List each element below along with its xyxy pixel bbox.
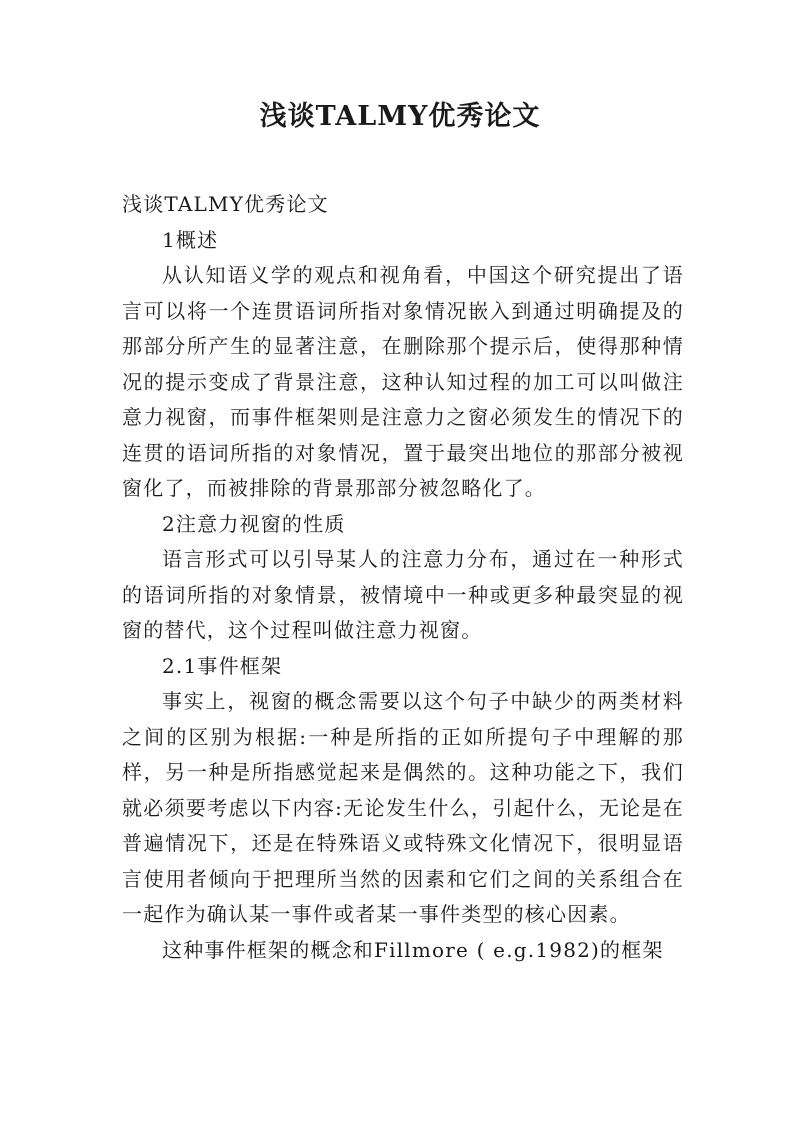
section-heading-event-frame: 2.1事件框架 (162, 653, 283, 678)
body-title-line: 浅谈TALMY优秀论文 (122, 192, 329, 216)
paragraph-overview: 从认知语义学的观点和视角看，中国这个研究提出了语言可以将一个连贯语词所指对象情况嵌入到通过明确提及的那部分所产生的显著注意，在删除那个提示后，使得那种情况的提示变成了背景注意，这种认知过程的加工可以叫做注意力视窗，而事件框架则是注意力之窗必须发生的情况下的连贯的语词所指的对象情况，置于最突出地位的那部分被视窗化了，而被排除的背景那部分被忽略化了。 (122, 263, 684, 500)
section-heading-attention-window: 2注意力视窗的性质 (162, 511, 346, 536)
document-body (122, 187, 684, 968)
section-heading-overview: 1概述 (162, 227, 219, 252)
paragraph-fillmore: 这种事件框架的概念和Fillmore ( e.g.1982)的框架 (162, 937, 664, 962)
paragraph-event-frame: 事实上，视窗的概念需要以这个句子中缺少的两类材料之间的区别为根据:一种是所指的正如所提句子中理解的那样，另一种是所指感觉起来是偶然的。这种功能之下，我们就必须要考虑以下内容:无论发生什么，引起什么，无论是在普遍情况下，还是在特殊语义或特殊文化情况下，很明显语言使用者倾向于把理所当然的因素和它们之间的关系组合在一起作为确认某一事件或者某一事件类型的核心因素。 (122, 689, 684, 926)
paragraph-attention-window: 语言形式可以引导某人的注意力分布，通过在一种形式的语词所指的对象情景，被情境中一种或更多种最突显的视窗的替代，这个过程叫做注意力视窗。 (122, 547, 684, 642)
document-title: 浅谈TALMY优秀论文 (259, 101, 541, 132)
